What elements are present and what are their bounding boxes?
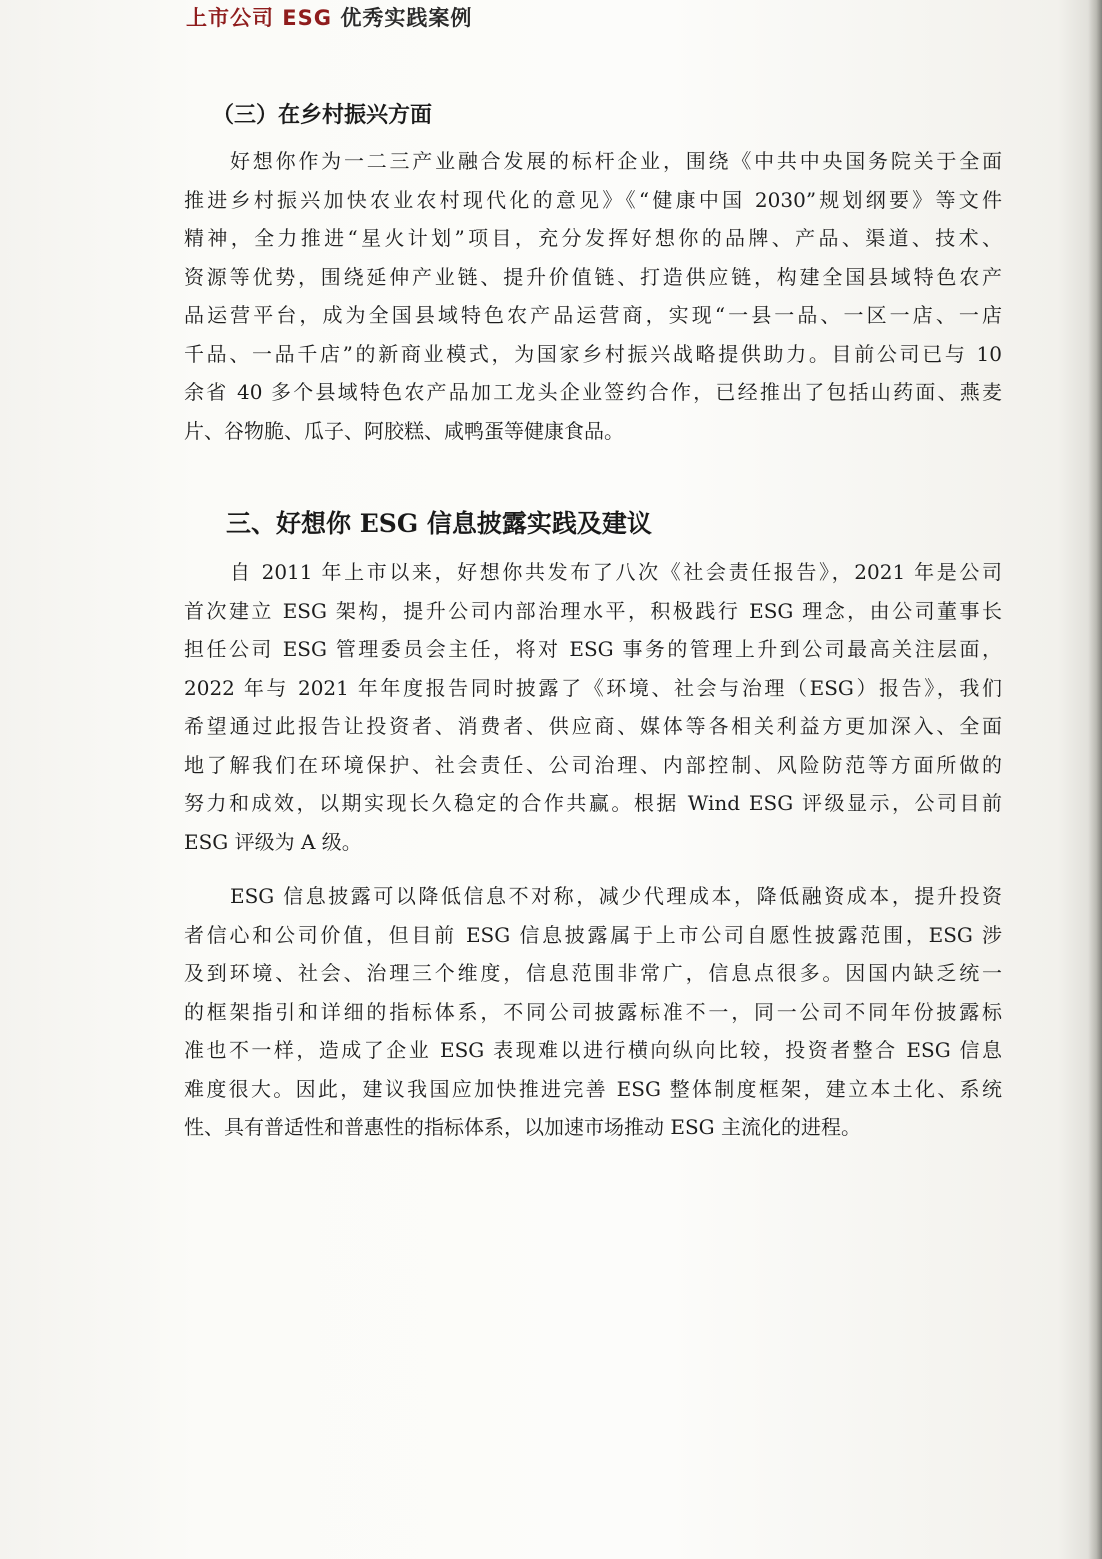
text-line: 首次建立 ESG 架构，提升公司内部治理水平，积极践行 ESG 理念，由公司董事长 [184, 598, 1002, 623]
running-header-brand: 上市公司 ESG [186, 6, 333, 30]
paragraph-esg-recommendations [184, 877, 1002, 1147]
text-line: 担任公司 ESG 管理委员会主任，将对 ESG 事务的管理上升到公司最高关注层面， [184, 637, 1002, 661]
text-line: ESG 评级为 A 级。 [184, 829, 362, 854]
text-line: 者信心和公司价值，但目前 ESG 信息披露属于上市公司自愿性披露范围，ESG 涉 [184, 922, 1002, 947]
running-header [186, 2, 472, 32]
text-line: 千品、一品千店”的新商业模式，为国家乡村振兴战略提供助力。目前公司已与 10 [184, 341, 1002, 366]
text-line: 资源等优势，围绕延伸产业链、提升价值链、打造供应链，构建全国县域特色农产 [184, 264, 1002, 289]
text-line: 精神，全力推进“星火计划”项目，充分发挥好想你的品牌、产品、渠道、技术、 [184, 226, 1002, 250]
text-line: 努力和成效，以期实现长久稳定的合作共赢。根据 Wind ESG 评级显示，公司目前 [184, 791, 1002, 815]
page-binding-edge [1088, 0, 1102, 1559]
text-line: 及到环境、社会、治理三个维度，信息范围非常广，信息点很多。因国内缺乏统一 [184, 961, 1002, 985]
text-line: 准也不一样，造成了企业 ESG 表现难以进行横向纵向比较，投资者整合 ESG 信息 [184, 1038, 1002, 1062]
text-line: 地了解我们在环境保护、社会责任、公司治理、内部控制、风险防范等方面所做的 [184, 752, 1002, 777]
text-line: 品运营平台，成为全国县域特色农产品运营商，实现“一县一品、一区一店、一店 [184, 303, 1002, 327]
text-line: 推进乡村振兴加快农业农村现代化的意见》《“健康中国 2030”规划纲要》等文件 [184, 187, 1002, 212]
text-line: 片、谷物脆、瓜子、阿胶糕、咸鸭蛋等健康食品。 [184, 418, 624, 443]
text-line: 性、具有普适性和普惠性的指标体系，以加速市场推动 ESG 主流化的进程。 [184, 1115, 861, 1139]
text-line: ESG 信息披露可以降低信息不对称，减少代理成本，降低融资成本，提升投资 [230, 884, 1002, 908]
text-line: 难度很大。因此，建议我国应加快推进完善 ESG 整体制度框架，建立本土化、系统 [184, 1076, 1002, 1101]
text-line: 的框架指引和详细的指标体系，不同公司披露标准不一，同一公司不同年份披露标 [184, 999, 1002, 1024]
text-line: 余省 40 多个县域特色农产品加工龙头企业签约合作，已经推出了包括山药面、燕麦 [184, 380, 1002, 404]
section-heading: 三、好想你 ESG 信息披露实践及建议 [226, 509, 652, 538]
text-line: 希望通过此报告让投资者、消费者、供应商、媒体等各相关利益方更加深入、全面 [184, 714, 1002, 738]
subsection-heading: （三）在乡村振兴方面 [212, 103, 433, 128]
paragraph-rural-revitalization [184, 142, 1002, 450]
text-line: 好想你作为一二三产业融合发展的标杆企业，围绕《中共中央国务院关于全面 [230, 149, 1002, 173]
running-header-title: 优秀实践案例 [332, 6, 473, 30]
paragraph-esg-disclosure [184, 553, 1002, 861]
text-line: 2022 年与 2021 年年度报告同时披露了《环境、社会与治理（ESG）报告》，我们 [184, 675, 1002, 700]
text-line: 自 2011 年上市以来，好想你共发布了八次《社会责任报告》，2021 年是公司 [230, 560, 1002, 584]
